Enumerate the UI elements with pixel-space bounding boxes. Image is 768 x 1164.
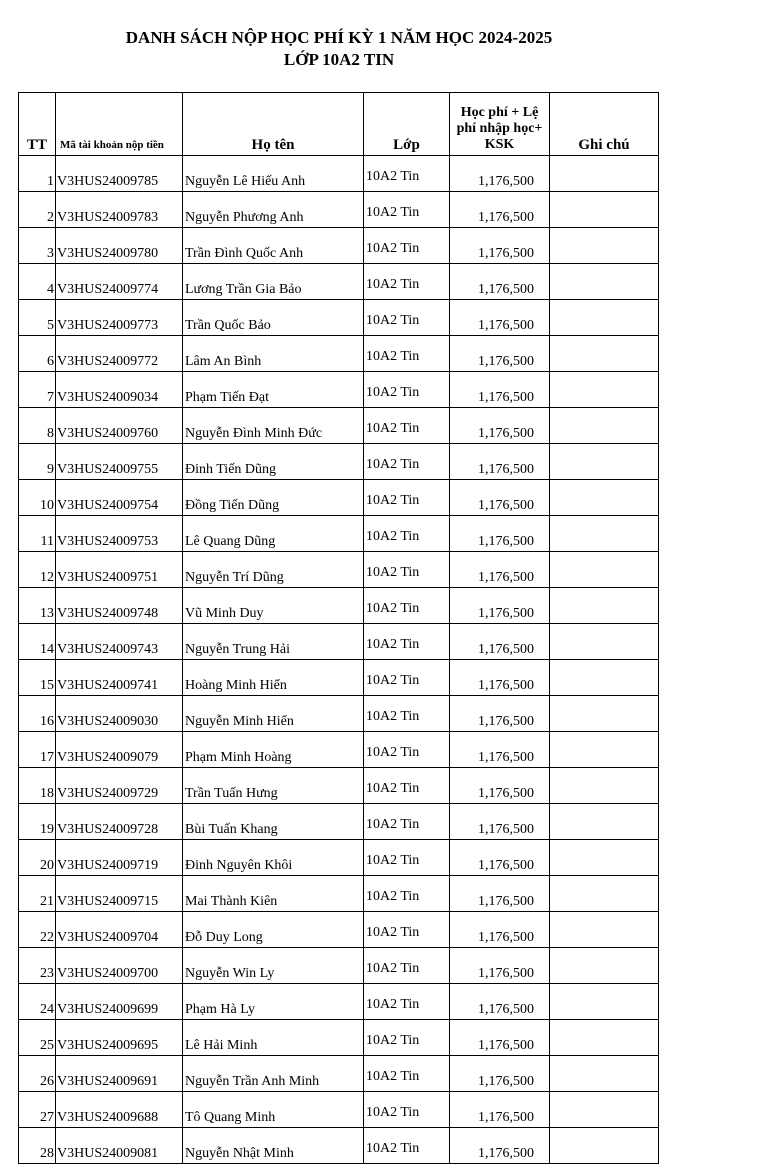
account-code: V3HUS24009715 [56,876,183,912]
fee-amount: 1,176,500 [450,1056,550,1092]
row-number: 21 [19,876,56,912]
account-code: V3HUS24009695 [56,1020,183,1056]
table-row [19,768,659,804]
student-name: Nguyễn Minh Hiển [183,696,364,732]
row-number: 28 [19,1128,56,1164]
fee-amount: 1,176,500 [450,480,550,516]
class-name: 10A2 Tin [364,876,450,912]
fee-amount: 1,176,500 [450,156,550,192]
table-row [19,624,659,660]
header-name: Họ tên [183,93,364,156]
table-row [19,984,659,1020]
student-name: Tô Quang Minh [183,1092,364,1128]
student-name: Nguyễn Trí Dũng [183,552,364,588]
table-row [19,912,659,948]
row-number: 3 [19,228,56,264]
account-code: V3HUS24009079 [56,732,183,768]
account-code: V3HUS24009780 [56,228,183,264]
class-name: 10A2 Tin [364,156,450,192]
header-account-code: Mã tài khoản nộp tiền [56,93,183,156]
class-name: 10A2 Tin [364,804,450,840]
row-number: 18 [19,768,56,804]
row-number: 14 [19,624,56,660]
table-row [19,588,659,624]
fee-amount: 1,176,500 [450,1128,550,1164]
account-code: V3HUS24009783 [56,192,183,228]
note-cell [550,552,659,588]
fee-amount: 1,176,500 [450,804,550,840]
row-number: 7 [19,372,56,408]
table-row [19,1020,659,1056]
row-number: 27 [19,1092,56,1128]
fee-amount: 1,176,500 [450,516,550,552]
account-code: V3HUS24009034 [56,372,183,408]
account-code: V3HUS24009743 [56,624,183,660]
fee-amount: 1,176,500 [450,912,550,948]
account-code: V3HUS24009773 [56,300,183,336]
note-cell [550,660,659,696]
class-name: 10A2 Tin [364,480,450,516]
account-code: V3HUS24009741 [56,660,183,696]
student-name: Lê Quang Dũng [183,516,364,552]
class-name: 10A2 Tin [364,732,450,768]
class-name: 10A2 Tin [364,840,450,876]
fee-amount: 1,176,500 [450,372,550,408]
table-header-row [19,93,659,156]
account-code: V3HUS24009755 [56,444,183,480]
account-code: V3HUS24009748 [56,588,183,624]
table-row [19,192,659,228]
class-name: 10A2 Tin [364,1020,450,1056]
class-name: 10A2 Tin [364,408,450,444]
student-name: Trần Quốc Bảo [183,300,364,336]
class-subtitle: LỚP 10A2 TIN [283,50,395,69]
note-cell [550,1128,659,1164]
student-name: Nguyễn Phương Anh [183,192,364,228]
row-number: 2 [19,192,56,228]
fee-amount: 1,176,500 [450,732,550,768]
note-cell [550,840,659,876]
account-code: V3HUS24009081 [56,1128,183,1164]
note-cell [550,1056,659,1092]
student-name: Đinh Tiến Dũng [183,444,364,480]
note-cell [550,192,659,228]
row-number: 8 [19,408,56,444]
class-name: 10A2 Tin [364,264,450,300]
fee-amount: 1,176,500 [450,228,550,264]
account-code: V3HUS24009728 [56,804,183,840]
student-name: Phạm Tiến Đạt [183,372,364,408]
class-name: 10A2 Tin [364,516,450,552]
row-number: 25 [19,1020,56,1056]
student-name: Nguyễn Trung Hải [183,624,364,660]
table-row [19,1056,659,1092]
student-name: Trần Đình Quốc Anh [183,228,364,264]
row-number: 20 [19,840,56,876]
table-row [19,660,659,696]
row-number: 5 [19,300,56,336]
note-cell [550,264,659,300]
table-row [19,552,659,588]
row-number: 1 [19,156,56,192]
account-code: V3HUS24009753 [56,516,183,552]
student-name: Vũ Minh Duy [183,588,364,624]
class-name: 10A2 Tin [364,336,450,372]
note-cell [550,300,659,336]
fee-table [18,92,659,1164]
row-number: 9 [19,444,56,480]
row-number: 12 [19,552,56,588]
fee-amount: 1,176,500 [450,876,550,912]
fee-amount: 1,176,500 [450,660,550,696]
class-name: 10A2 Tin [364,588,450,624]
account-code: V3HUS24009754 [56,480,183,516]
fee-amount: 1,176,500 [450,1092,550,1128]
class-name: 10A2 Tin [364,552,450,588]
table-row [19,696,659,732]
table-row [19,480,659,516]
account-code: V3HUS24009699 [56,984,183,1020]
note-cell [550,336,659,372]
row-number: 10 [19,480,56,516]
note-cell [550,588,659,624]
class-name: 10A2 Tin [364,948,450,984]
row-number: 23 [19,948,56,984]
note-cell [550,156,659,192]
student-name: Lâm An Bình [183,336,364,372]
header-class: Lớp [364,93,450,156]
fee-amount: 1,176,500 [450,192,550,228]
fee-amount: 1,176,500 [450,444,550,480]
row-number: 16 [19,696,56,732]
table-row [19,1092,659,1128]
fee-amount: 1,176,500 [450,948,550,984]
account-code: V3HUS24009700 [56,948,183,984]
row-number: 19 [19,804,56,840]
table-row [19,228,659,264]
fee-amount: 1,176,500 [450,300,550,336]
table-row [19,408,659,444]
note-cell [550,984,659,1020]
fee-amount: 1,176,500 [450,624,550,660]
note-cell [550,372,659,408]
account-code: V3HUS24009691 [56,1056,183,1092]
class-name: 10A2 Tin [364,912,450,948]
fee-amount: 1,176,500 [450,552,550,588]
table-row [19,732,659,768]
note-cell [550,876,659,912]
student-name: Nguyễn Win Ly [183,948,364,984]
note-cell [550,804,659,840]
class-name: 10A2 Tin [364,228,450,264]
class-name: 10A2 Tin [364,624,450,660]
note-cell [550,516,659,552]
account-code: V3HUS24009729 [56,768,183,804]
fee-amount: 1,176,500 [450,588,550,624]
table-row [19,444,659,480]
fee-amount: 1,176,500 [450,1020,550,1056]
row-number: 4 [19,264,56,300]
row-number: 6 [19,336,56,372]
account-code: V3HUS24009688 [56,1092,183,1128]
header-tt: TT [19,93,56,156]
class-name: 10A2 Tin [364,300,450,336]
class-name: 10A2 Tin [364,372,450,408]
account-code: V3HUS24009030 [56,696,183,732]
account-code: V3HUS24009719 [56,840,183,876]
student-name: Hoàng Minh Hiển [183,660,364,696]
class-name: 10A2 Tin [364,192,450,228]
account-code: V3HUS24009751 [56,552,183,588]
note-cell [550,444,659,480]
note-cell [550,1092,659,1128]
student-name: Phạm Minh Hoàng [183,732,364,768]
note-cell [550,912,659,948]
student-name: Bùi Tuấn Khang [183,804,364,840]
class-name: 10A2 Tin [364,1092,450,1128]
student-name: Nguyễn Lê Hiếu Anh [183,156,364,192]
fee-amount: 1,176,500 [450,768,550,804]
class-name: 10A2 Tin [364,1128,450,1164]
table-row [19,156,659,192]
row-number: 24 [19,984,56,1020]
class-name: 10A2 Tin [364,444,450,480]
note-cell [550,480,659,516]
student-name: Nguyễn Trần Anh Minh [183,1056,364,1092]
note-cell [550,768,659,804]
header-note: Ghi chú [550,93,659,156]
class-name: 10A2 Tin [364,768,450,804]
student-name: Nguyễn Đình Minh Đức [183,408,364,444]
note-cell [550,408,659,444]
student-name: Đồng Tiến Dũng [183,480,364,516]
class-name: 10A2 Tin [364,1056,450,1092]
row-number: 15 [19,660,56,696]
note-cell [550,1020,659,1056]
fee-amount: 1,176,500 [450,408,550,444]
note-cell [550,696,659,732]
account-code: V3HUS24009760 [56,408,183,444]
student-name: Mai Thành Kiên [183,876,364,912]
table-row [19,264,659,300]
row-number: 13 [19,588,56,624]
note-cell [550,948,659,984]
account-code: V3HUS24009785 [56,156,183,192]
table-row [19,1128,659,1164]
student-name: Đinh Nguyên Khôi [183,840,364,876]
note-cell [550,732,659,768]
document-title: DANH SÁCH NỘP HỌC PHÍ KỲ 1 NĂM HỌC 2024-2025 [125,28,553,47]
table-row [19,372,659,408]
class-name: 10A2 Tin [364,984,450,1020]
account-code: V3HUS24009704 [56,912,183,948]
table-row [19,804,659,840]
account-code: V3HUS24009772 [56,336,183,372]
row-number: 22 [19,912,56,948]
table-row [19,840,659,876]
fee-amount: 1,176,500 [450,264,550,300]
row-number: 11 [19,516,56,552]
table-row [19,336,659,372]
header-fee: Học phí + Lệ phí nhập học+ KSK [450,93,550,156]
account-code: V3HUS24009774 [56,264,183,300]
table-row [19,948,659,984]
student-name: Lê Hải Minh [183,1020,364,1056]
fee-amount: 1,176,500 [450,696,550,732]
student-name: Trần Tuấn Hưng [183,768,364,804]
student-name: Lương Trần Gia Bảo [183,264,364,300]
fee-amount: 1,176,500 [450,336,550,372]
table-row [19,516,659,552]
row-number: 26 [19,1056,56,1092]
note-cell [550,228,659,264]
note-cell [550,624,659,660]
student-name: Đỗ Duy Long [183,912,364,948]
class-name: 10A2 Tin [364,696,450,732]
row-number: 17 [19,732,56,768]
student-name: Nguyễn Nhật Minh [183,1128,364,1164]
fee-amount: 1,176,500 [450,984,550,1020]
table-row [19,300,659,336]
table-row [19,876,659,912]
student-name: Phạm Hà Ly [183,984,364,1020]
fee-amount: 1,176,500 [450,840,550,876]
class-name: 10A2 Tin [364,660,450,696]
